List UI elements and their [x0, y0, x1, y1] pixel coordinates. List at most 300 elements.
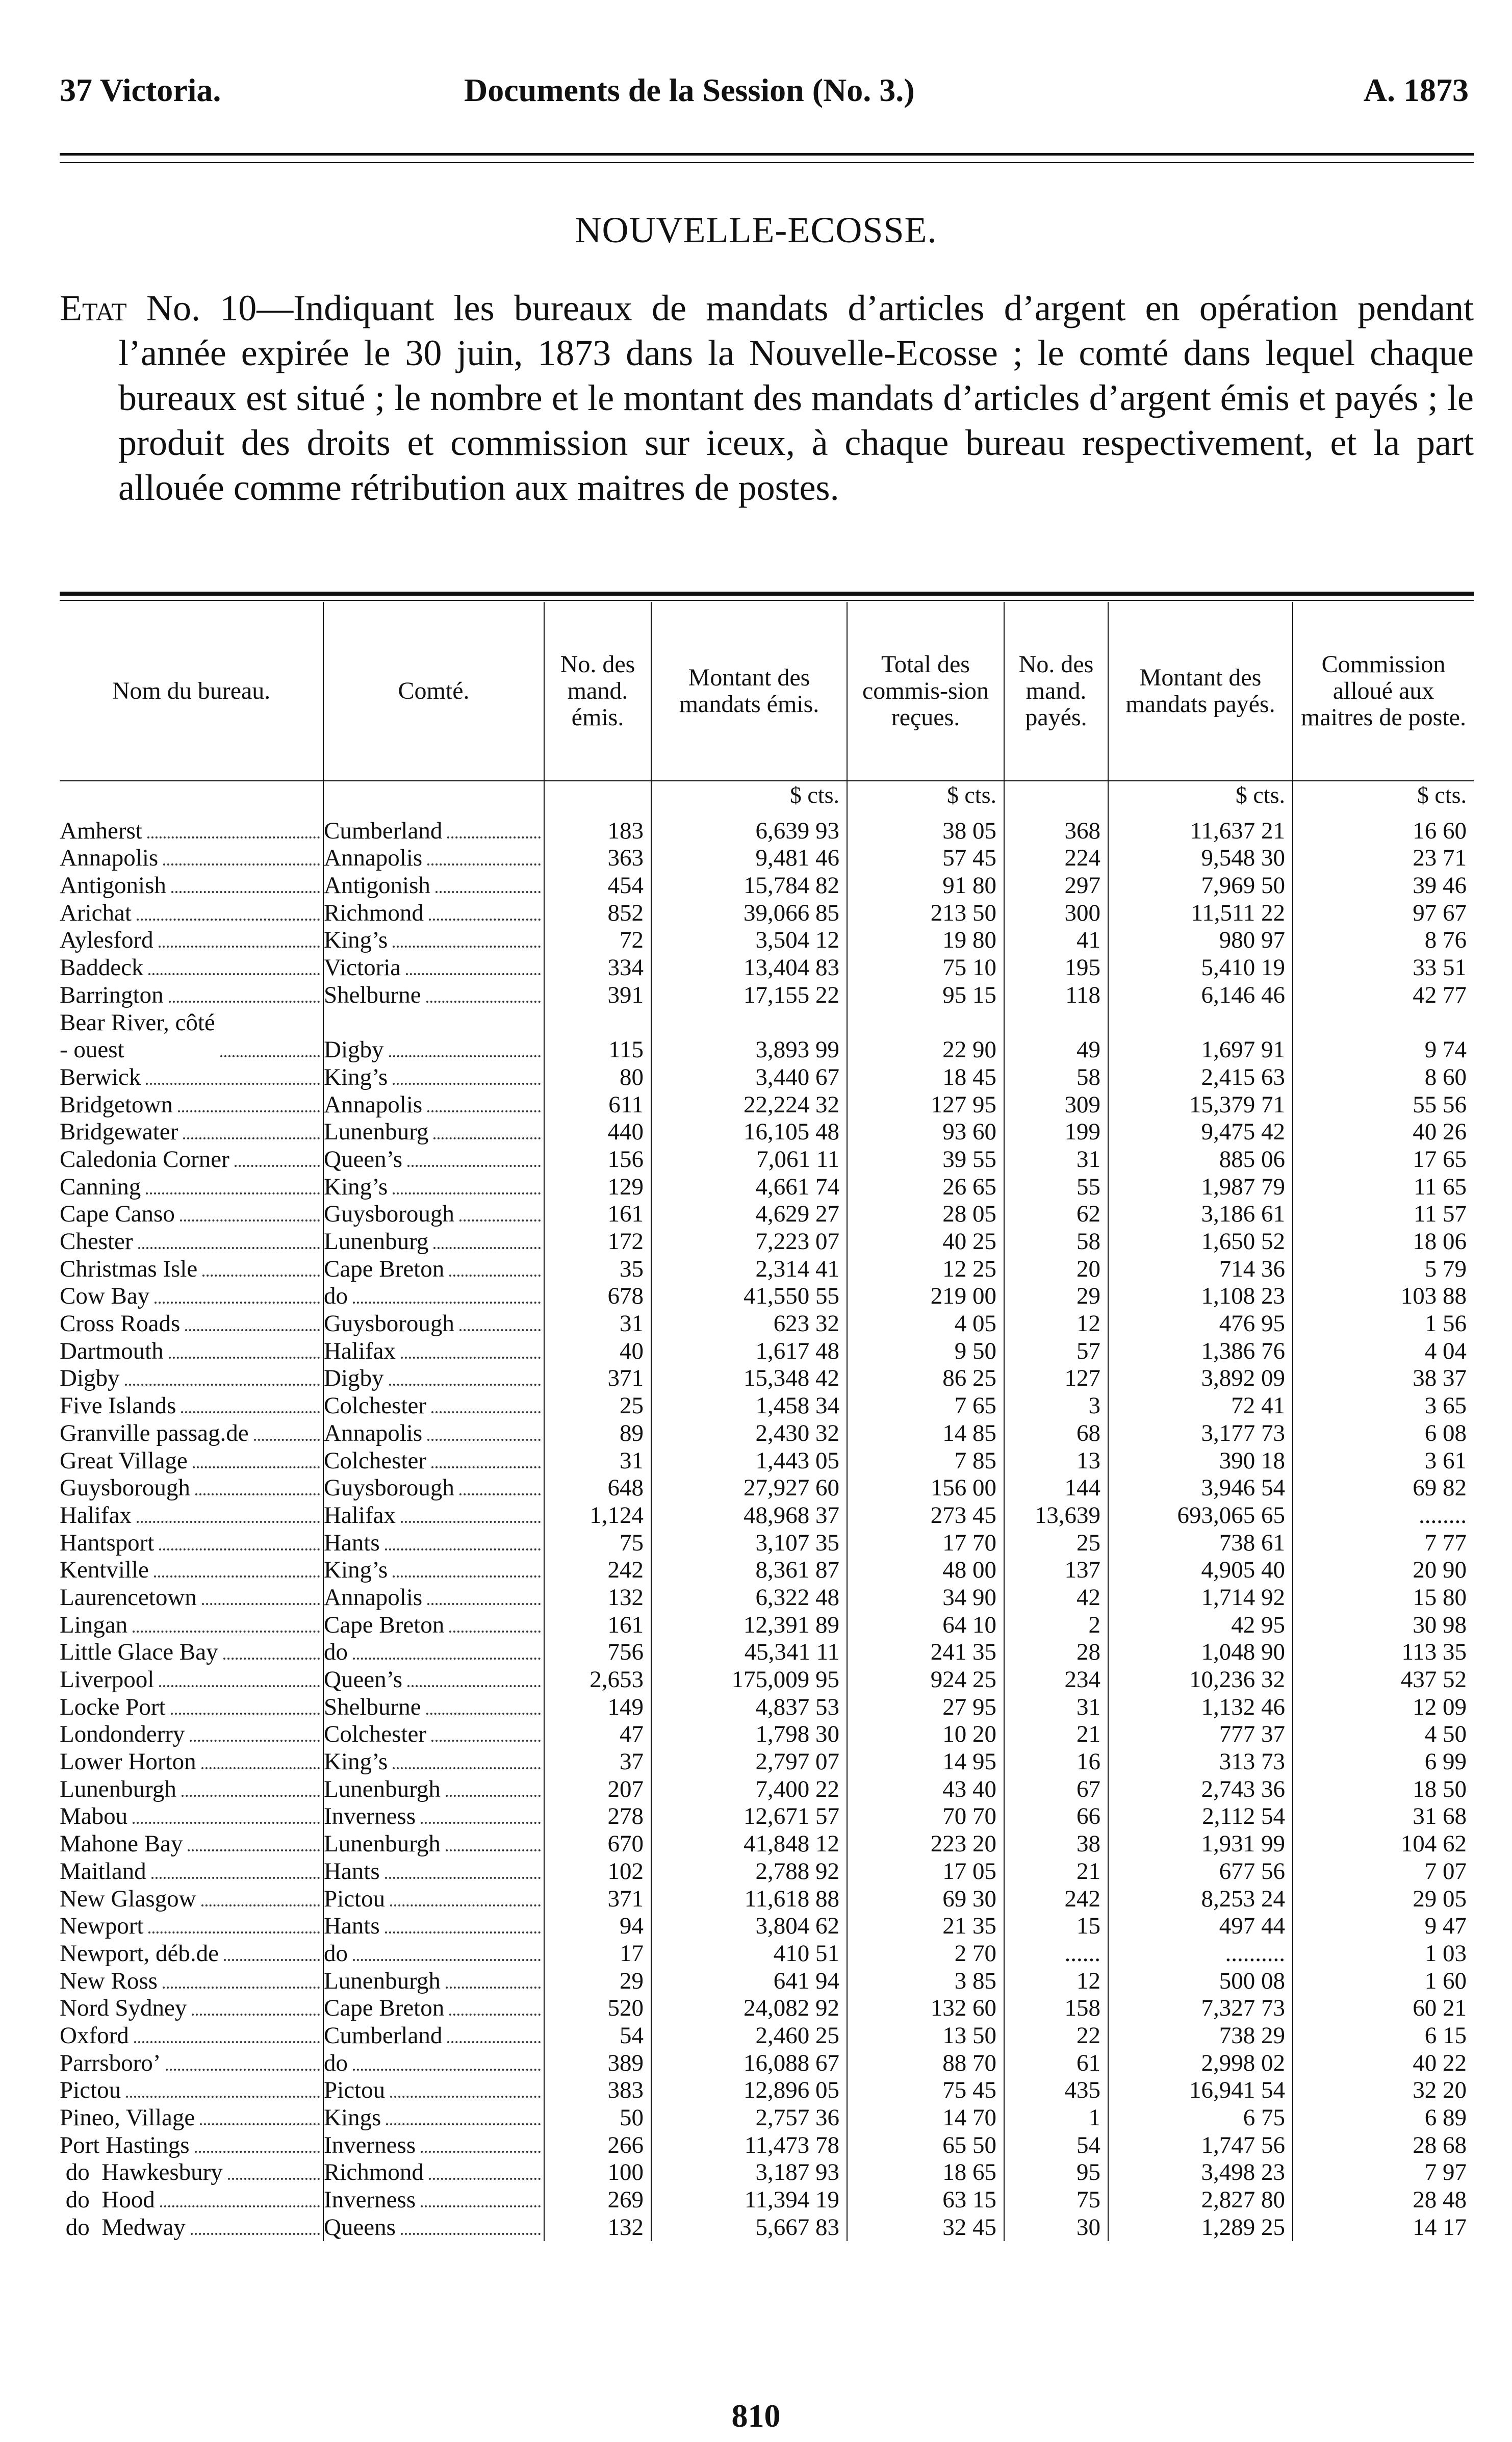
dot-leader	[192, 2014, 320, 2016]
county-value: Digby	[324, 1365, 384, 1392]
office-name-value: Londonderry	[60, 1721, 185, 1748]
dot-leader	[166, 2069, 320, 2071]
cell-postmaster-allowance	[1292, 1721, 1474, 1748]
cell-orders-paid-amount	[1108, 2104, 1292, 2131]
cell-orders-paid-amount	[1108, 1146, 1292, 1173]
cell-postmaster-allowance	[1292, 2186, 1474, 2214]
orders-paid-amount-value: 11,511 22	[1191, 899, 1285, 926]
cell-postmaster-allowance	[1292, 1748, 1474, 1775]
commission-received-value: 14 95	[942, 1748, 996, 1775]
commission-received-value: 127 95	[930, 1091, 996, 1118]
cell-orders-paid-count	[1004, 2186, 1108, 2214]
table-row	[60, 2131, 1474, 2159]
orders-issued-count-value: 678	[607, 1283, 644, 1310]
cell-orders-issued-amount	[651, 1502, 847, 1529]
cell-postmaster-allowance	[1292, 1146, 1474, 1173]
cell-office-name	[60, 1995, 323, 2022]
cell-county	[323, 2131, 544, 2159]
cell-orders-issued-count	[544, 2104, 651, 2131]
table-row	[60, 1885, 1474, 1913]
postmaster-allowance-value: 97 67	[1413, 899, 1467, 926]
cell-postmaster-allowance	[1292, 1502, 1474, 1529]
commission-received-value: 7 85	[954, 1447, 996, 1474]
cell-orders-issued-amount	[651, 1995, 847, 2022]
orders-issued-amount-value: 11,473 78	[744, 2131, 839, 2158]
orders-issued-count-value: 29	[620, 1967, 644, 1994]
cell-commission-received	[847, 1474, 1004, 1502]
cell-commission-received	[847, 1419, 1004, 1447]
cell-office-name	[60, 1557, 323, 1584]
postmaster-allowance-value: 17 65	[1413, 1146, 1467, 1173]
dot-leader	[427, 863, 541, 866]
header-rule-thin	[60, 162, 1474, 163]
orders-paid-count-value: 68	[1077, 1419, 1100, 1446]
dot-leader	[431, 1740, 541, 1742]
cell-office-name	[60, 1118, 323, 1146]
cell-orders-issued-count	[544, 817, 651, 845]
orders-paid-count-value: 67	[1077, 1775, 1100, 1802]
orders-issued-amount-value: 2,757 36	[755, 2104, 839, 2131]
commission-received-value: 32 45	[942, 2214, 996, 2241]
page-number: 810	[731, 2398, 781, 2434]
orders-paid-count-value: 57	[1077, 1337, 1100, 1364]
page-title: NOUVELLE-ECOSSE.	[575, 210, 937, 250]
cell-office-name	[60, 1775, 323, 1803]
orders-issued-amount-value: 12,896 05	[744, 2077, 839, 2104]
orders-paid-count-value: 435	[1064, 2077, 1100, 2104]
orders-paid-amount-value: 9,475 42	[1201, 1118, 1285, 1146]
cell-orders-issued-count	[544, 1255, 651, 1283]
orders-paid-amount-value: 1,650 52	[1201, 1228, 1285, 1255]
cell-office-name	[60, 1584, 323, 1611]
dot-leader	[353, 1658, 541, 1660]
cell-commission-received	[847, 1228, 1004, 1255]
county-value: Cape Breton	[324, 1995, 445, 2022]
cell-county	[323, 1474, 544, 1502]
orders-issued-amount-value: 3,504 12	[755, 927, 839, 954]
dot-leader	[201, 1767, 320, 1769]
office-name-value: Lingan	[60, 1611, 128, 1638]
cell-orders-issued-amount	[651, 927, 847, 954]
cell-orders-issued-count	[544, 1721, 651, 1748]
dot-leader	[137, 1521, 320, 1523]
orders-paid-count-value: 15	[1077, 1913, 1100, 1940]
commission-received-value: 39 55	[942, 1146, 996, 1173]
cell-postmaster-allowance	[1292, 1858, 1474, 1885]
cell-orders-paid-count	[1004, 1173, 1108, 1201]
cell-orders-paid-amount	[1108, 1748, 1292, 1775]
cell-commission-received	[847, 1529, 1004, 1557]
cell-orders-paid-amount	[1108, 1693, 1292, 1721]
office-name-value: Lunenburgh	[60, 1775, 176, 1802]
cell-commission-received	[847, 2159, 1004, 2186]
table-row	[60, 2077, 1474, 2104]
table-row	[60, 817, 1474, 845]
cell-office-name	[60, 817, 323, 845]
orders-issued-count-value: 161	[607, 1201, 644, 1228]
commission-received-value: 64 10	[942, 1611, 996, 1638]
orders-paid-amount-value: 2,827 80	[1201, 2186, 1285, 2214]
cell-postmaster-allowance	[1292, 1693, 1474, 1721]
commission-received-value: 86 25	[942, 1365, 996, 1392]
cell-orders-issued-amount	[651, 1803, 847, 1830]
cell-orders-issued-count	[544, 2131, 651, 2159]
cell-commission-received	[847, 927, 1004, 954]
cell-commission-received	[847, 2049, 1004, 2077]
cell-postmaster-allowance	[1292, 1830, 1474, 1858]
orders-paid-count-value: 75	[1077, 2186, 1100, 2214]
county-value: Lunenburg	[324, 1118, 429, 1146]
cell-postmaster-allowance	[1292, 954, 1474, 981]
cell-commission-received	[847, 1557, 1004, 1584]
orders-paid-amount-value: 10,236 32	[1189, 1666, 1285, 1693]
cell-orders-paid-count	[1004, 1748, 1108, 1775]
orders-issued-amount-value: 4,661 74	[755, 1173, 839, 1200]
cell-orders-issued-count	[544, 1584, 651, 1611]
dot-leader	[426, 1713, 541, 1715]
cell-office-name	[60, 2049, 323, 2077]
orders-paid-amount-value: 3,892 09	[1201, 1365, 1285, 1392]
cell-orders-paid-amount	[1108, 1009, 1292, 1063]
office-name-value: do Medway	[60, 2214, 186, 2241]
dot-leader	[182, 1795, 320, 1797]
unit-county	[323, 781, 544, 817]
postmaster-allowance-value: 30 98	[1413, 1611, 1467, 1638]
cell-orders-paid-count	[1004, 1913, 1108, 1940]
dot-leader	[146, 1192, 320, 1194]
commission-received-value: 43 40	[942, 1775, 996, 1802]
dot-leader	[148, 973, 320, 975]
dot-leader	[393, 946, 541, 948]
orders-issued-amount-value: 2,430 32	[755, 1419, 839, 1446]
cell-orders-issued-amount	[651, 1858, 847, 1885]
orders-issued-amount-value: 7,061 11	[756, 1146, 839, 1173]
cell-orders-paid-count	[1004, 1392, 1108, 1419]
office-name-value: Aylesford	[60, 927, 153, 954]
office-name-value: Annapolis	[60, 845, 159, 872]
dot-leader	[201, 1904, 320, 1906]
orders-issued-amount-value: 6,322 48	[755, 1584, 839, 1611]
table-row	[60, 954, 1474, 981]
commission-received-value: 57 45	[942, 845, 996, 872]
orders-paid-amount-value: 2,112 54	[1202, 1803, 1285, 1830]
orders-issued-count-value: 80	[620, 1063, 644, 1090]
dot-leader	[459, 1219, 541, 1222]
orders-paid-count-value: 16	[1077, 1748, 1100, 1775]
dot-leader	[193, 1466, 320, 1468]
cell-orders-issued-amount	[651, 1173, 847, 1201]
dot-leader	[406, 973, 541, 975]
cell-orders-issued-count	[544, 1803, 651, 1830]
cell-orders-paid-count	[1004, 1940, 1108, 1967]
cell-orders-paid-count	[1004, 1337, 1108, 1365]
table-row	[60, 1721, 1474, 1748]
cell-commission-received	[847, 845, 1004, 872]
cell-orders-issued-count	[544, 1365, 651, 1392]
dot-leader	[155, 1302, 320, 1304]
office-name-value: Bridgetown	[60, 1091, 173, 1118]
cell-commission-received	[847, 1693, 1004, 1721]
orders-issued-amount-value: 3,893 99	[755, 1036, 839, 1063]
cell-orders-paid-count	[1004, 1858, 1108, 1885]
cell-commission-received	[847, 1283, 1004, 1310]
orders-paid-amount-value: 6 75	[1243, 2104, 1285, 2131]
header-rule	[60, 153, 1474, 156]
cell-office-name	[60, 1748, 323, 1775]
table-row	[60, 1337, 1474, 1365]
table-row	[60, 1557, 1474, 1584]
dot-leader	[433, 1137, 541, 1139]
county-value: Kings	[324, 2104, 381, 2131]
cell-orders-issued-count	[544, 1146, 651, 1173]
unit-commission-received: $ cts.	[847, 781, 1004, 817]
cell-orders-issued-amount	[651, 1639, 847, 1666]
cell-orders-paid-count	[1004, 1228, 1108, 1255]
cell-county	[323, 899, 544, 927]
office-name-value: Maitland	[60, 1858, 146, 1885]
orders-paid-amount-value: 1,987 79	[1201, 1173, 1285, 1200]
county-value: Richmond	[324, 2159, 424, 2186]
orders-paid-count-value: 66	[1077, 1803, 1100, 1830]
cell-orders-paid-count	[1004, 1447, 1108, 1474]
session-volume: 37 Victoria.	[60, 72, 221, 108]
cell-orders-paid-count	[1004, 2159, 1108, 2186]
cell-orders-issued-count	[544, 981, 651, 1009]
orders-paid-count-value: 2	[1088, 1611, 1100, 1638]
office-name-value: Kentville	[60, 1557, 149, 1584]
header-county: Comté.	[323, 602, 544, 780]
cell-postmaster-allowance	[1292, 1091, 1474, 1118]
orders-paid-count-value: 55	[1077, 1173, 1100, 1200]
county-value: Cumberland	[324, 2022, 443, 2049]
orders-paid-amount-value: 1,289 25	[1201, 2214, 1285, 2241]
unit-orders-issued-amount: $ cts.	[651, 781, 847, 817]
unit-orders-issued-count	[544, 781, 651, 817]
cell-orders-issued-count	[544, 1995, 651, 2022]
county-value: Halifax	[324, 1337, 396, 1364]
dot-leader	[146, 1083, 320, 1085]
cell-postmaster-allowance	[1292, 1666, 1474, 1693]
orders-issued-count-value: 172	[607, 1228, 644, 1255]
cell-orders-issued-count	[544, 1502, 651, 1529]
orders-issued-count-value: 115	[608, 1036, 644, 1063]
postmaster-allowance-value: 8 60	[1424, 1063, 1467, 1090]
cell-orders-issued-count	[544, 1447, 651, 1474]
cell-orders-paid-count	[1004, 1009, 1108, 1063]
orders-paid-count-value: 158	[1064, 1995, 1100, 2022]
orders-issued-amount-value: 5,667 83	[755, 2214, 839, 2241]
cell-orders-paid-count	[1004, 1721, 1108, 1748]
dot-leader	[429, 2178, 541, 2180]
office-name-value: Bear River, côté - ouest	[60, 1009, 215, 1063]
cell-county	[323, 1146, 544, 1173]
cell-postmaster-allowance	[1292, 1337, 1474, 1365]
dot-leader	[389, 1384, 541, 1386]
dot-leader	[459, 1329, 541, 1331]
cell-commission-received	[847, 1913, 1004, 1940]
dot-leader	[385, 1877, 541, 1879]
county-value: Inverness	[324, 1803, 416, 1830]
statement-text: No. 10—Indiquant les bureaux de mandats d’articles d’argent en opération pendant l’année expirée le 30 juin, 1873 dans la Nouvelle-Ecosse ; le comté dans lequel chaque bureaux est situé ; le nombre et le montant des mandats d’articles d’argent émis et payés ; le produit des droits et commission sur iceux, à chaque bureau respectivement, et la part allouée comme rétribution aux maitres de postes.	[118, 288, 1474, 508]
orders-issued-amount-value: 2,314 41	[755, 1255, 839, 1282]
cell-orders-issued-amount	[651, 1310, 847, 1337]
cell-commission-received	[847, 1584, 1004, 1611]
orders-paid-count-value: 195	[1064, 954, 1100, 981]
cell-orders-issued-amount	[651, 2022, 847, 2049]
postmaster-allowance-value: 15 80	[1413, 1584, 1467, 1611]
orders-issued-count-value: 440	[607, 1118, 644, 1146]
dot-leader	[427, 1439, 541, 1441]
orders-issued-amount-value: 15,348 42	[744, 1365, 839, 1392]
orders-paid-amount-value: 714 36	[1219, 1255, 1285, 1282]
cell-orders-issued-count	[544, 1748, 651, 1775]
table-row	[60, 2049, 1474, 2077]
cell-office-name	[60, 2186, 323, 2214]
cell-orders-issued-amount	[651, 1255, 847, 1283]
postmaster-allowance-value: 103 88	[1400, 1283, 1467, 1310]
county-value: Shelburne	[324, 1693, 421, 1720]
orders-paid-amount-value: 2,743 36	[1201, 1775, 1285, 1802]
office-name-value: Baddeck	[60, 954, 144, 981]
table-row	[60, 1118, 1474, 1146]
orders-issued-count-value: 852	[607, 899, 644, 926]
cell-office-name	[60, 927, 323, 954]
commission-received-value: 69 30	[942, 1885, 996, 1912]
orders-paid-count-value: 29	[1077, 1283, 1100, 1310]
orders-paid-count-value: 31	[1077, 1693, 1100, 1720]
cell-commission-received	[847, 1721, 1004, 1748]
orders-issued-count-value: 47	[620, 1721, 644, 1748]
orders-issued-count-value: 35	[620, 1255, 644, 1282]
dot-leader	[421, 2205, 541, 2207]
dot-leader	[421, 1822, 541, 1824]
dot-leader	[401, 1357, 541, 1359]
table-row	[60, 2104, 1474, 2131]
cell-office-name	[60, 899, 323, 927]
cell-county	[323, 1748, 544, 1775]
table-row	[60, 1419, 1474, 1447]
cell-office-name	[60, 1173, 323, 1201]
commission-received-value: 13 50	[942, 2022, 996, 2049]
orders-issued-amount-value: 4,837 53	[755, 1693, 839, 1720]
cell-orders-paid-amount	[1108, 954, 1292, 981]
county-value: Victoria	[324, 954, 401, 981]
cell-county	[323, 927, 544, 954]
orders-paid-amount-value: 4,905 40	[1201, 1557, 1285, 1584]
cell-commission-received	[847, 1858, 1004, 1885]
commission-received-value: 19 80	[942, 927, 996, 954]
dot-leader	[431, 1466, 541, 1468]
orders-issued-amount-value: 16,105 48	[744, 1118, 839, 1146]
commission-received-value: 28 05	[942, 1201, 996, 1228]
cell-orders-paid-count	[1004, 927, 1108, 954]
cell-commission-received	[847, 1611, 1004, 1639]
commission-received-value: 26 65	[942, 1173, 996, 1200]
cell-orders-paid-count	[1004, 817, 1108, 845]
table-row	[60, 1255, 1474, 1283]
cell-commission-received	[847, 817, 1004, 845]
dot-leader	[431, 1411, 541, 1413]
office-name-value: New Glasgow	[60, 1885, 196, 1912]
county-value: Queen’s	[324, 1666, 403, 1693]
cell-postmaster-allowance	[1292, 872, 1474, 899]
postmaster-allowance-value: 7 97	[1424, 2159, 1467, 2186]
cell-postmaster-allowance	[1292, 845, 1474, 872]
orders-paid-count-value: 31	[1077, 1146, 1100, 1173]
commission-received-value: 17 05	[942, 1858, 996, 1885]
cell-orders-issued-count	[544, 1830, 651, 1858]
orders-paid-amount-value: 390 18	[1219, 1447, 1285, 1474]
orders-paid-count-value: 38	[1077, 1830, 1100, 1858]
dot-leader	[393, 1192, 541, 1194]
orders-issued-count-value: 391	[607, 981, 644, 1008]
cell-orders-paid-count	[1004, 2049, 1108, 2077]
orders-paid-amount-value: 1,747 56	[1201, 2131, 1285, 2158]
office-name-value: Oxford	[60, 2022, 129, 2049]
postmaster-allowance-value: 33 51	[1413, 954, 1467, 981]
cell-orders-paid-amount	[1108, 1310, 1292, 1337]
postmaster-allowance-value: 42 77	[1413, 981, 1467, 1008]
county-value: do	[324, 1283, 348, 1310]
cell-commission-received	[847, 1091, 1004, 1118]
cell-orders-issued-amount	[651, 2159, 847, 2186]
commission-received-value: 3 85	[954, 1967, 996, 1994]
cell-office-name	[60, 845, 323, 872]
table-row	[60, 1529, 1474, 1557]
cell-orders-paid-amount	[1108, 1091, 1292, 1118]
commission-received-value: 273 45	[930, 1502, 996, 1529]
dot-leader	[393, 1767, 541, 1769]
cell-orders-paid-count	[1004, 1502, 1108, 1529]
cell-orders-issued-count	[544, 2214, 651, 2241]
office-name-value: Berwick	[60, 1063, 141, 1090]
office-name-value: Cow Bay	[60, 1283, 150, 1310]
cell-office-name	[60, 1283, 323, 1310]
commission-received-value: 18 65	[942, 2159, 996, 2186]
postmaster-allowance-value: 9 74	[1424, 1036, 1467, 1063]
cell-orders-issued-amount	[651, 2186, 847, 2214]
orders-paid-amount-value: 3,946 54	[1201, 1474, 1285, 1502]
commission-received-value: 9 50	[954, 1337, 996, 1364]
dot-leader	[178, 1110, 320, 1112]
cell-orders-issued-amount	[651, 1830, 847, 1858]
office-name-value: Mahone Bay	[60, 1830, 183, 1858]
commission-received-value: 223 20	[930, 1830, 996, 1858]
dot-leader	[159, 1548, 320, 1550]
cell-orders-issued-count	[544, 1885, 651, 1913]
office-name-value: Amherst	[60, 817, 142, 844]
orders-paid-amount-value: 885 06	[1219, 1146, 1285, 1173]
cell-county	[323, 1529, 544, 1557]
orders-paid-count-value: 12	[1077, 1310, 1100, 1337]
cell-office-name	[60, 2131, 323, 2159]
cell-county	[323, 2104, 544, 2131]
dot-leader	[159, 946, 320, 948]
cell-orders-paid-count	[1004, 1666, 1108, 1693]
cell-office-name	[60, 1146, 323, 1173]
cell-office-name	[60, 1885, 323, 1913]
dot-leader	[353, 1302, 541, 1304]
dot-leader	[220, 1055, 320, 1057]
cell-office-name	[60, 1967, 323, 1995]
county-value: Cape Breton	[324, 1611, 445, 1638]
cell-orders-paid-count	[1004, 1091, 1108, 1118]
cell-postmaster-allowance	[1292, 1201, 1474, 1228]
office-name-value: Pineo, Village	[60, 2104, 195, 2131]
commission-received-value: 22 90	[942, 1036, 996, 1063]
cell-orders-paid-count	[1004, 2022, 1108, 2049]
orders-paid-count-value: 13,639	[1034, 1502, 1100, 1529]
